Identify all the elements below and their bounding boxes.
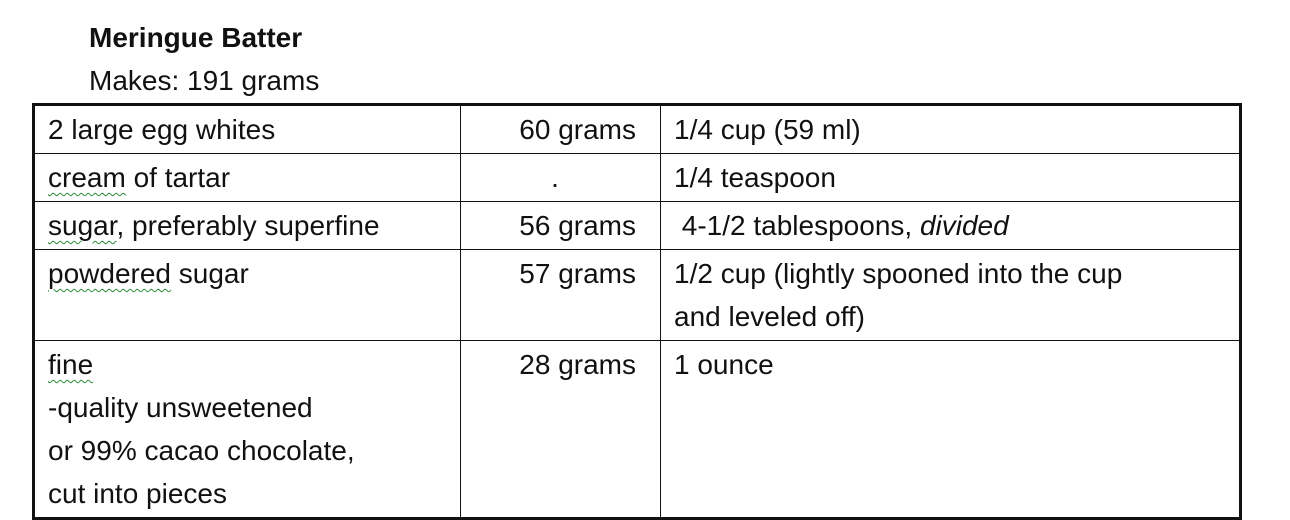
ingredient-row-powdered-sugar bbox=[34, 250, 1241, 341]
ingredient-row-chocolate bbox=[34, 341, 1241, 519]
ingredient-row-egg-whites bbox=[34, 105, 1241, 154]
ingredient-weight: 28 grams bbox=[461, 341, 661, 519]
ingredient-volume bbox=[661, 250, 1241, 341]
ingredient-name-text: of tartar bbox=[125, 162, 231, 193]
spellcheck-underlined-word: sugar bbox=[48, 210, 117, 241]
ingredient-name bbox=[34, 250, 461, 341]
ingredient-name-line: cut into pieces bbox=[48, 478, 227, 509]
ingredient-volume-line: 1/2 cup (lightly spooned into the cup bbox=[674, 258, 1123, 289]
ingredient-name-text: sugar bbox=[170, 258, 249, 289]
ingredient-weight: 56 grams bbox=[461, 202, 661, 250]
ingredient-volume: 1/4 cup (59 ml) bbox=[661, 105, 1241, 154]
ingredient-name-text: -quality unsweetened bbox=[48, 392, 313, 423]
ingredient-weight: . bbox=[461, 154, 661, 202]
ingredient-name bbox=[34, 341, 461, 519]
ingredient-volume: 1/4 teaspoon bbox=[661, 154, 1241, 202]
ingredient-weight: 57 grams bbox=[461, 250, 661, 341]
recipe-yield: Makes: 191 grams bbox=[89, 65, 320, 96]
ingredient-name-line: or 99% cacao chocolate, bbox=[48, 435, 355, 466]
ingredient-name bbox=[34, 154, 461, 202]
ingredient-volume bbox=[661, 202, 1241, 250]
recipe-title: Meringue Batter bbox=[89, 22, 303, 53]
ingredient-weight: 60 grams bbox=[461, 105, 661, 154]
ingredient-name-line bbox=[48, 343, 448, 429]
ingredient-row-cream-of-tartar bbox=[34, 154, 1241, 202]
ingredient-name: 2 large egg whites bbox=[34, 105, 461, 154]
ingredient-name bbox=[34, 202, 461, 250]
spellcheck-underlined-word: fine bbox=[48, 349, 94, 380]
ingredient-row-sugar bbox=[34, 202, 1241, 250]
ingredient-volume-text: 4-1/2 tablespoons, bbox=[674, 210, 920, 241]
spellcheck-underlined-word: cream bbox=[48, 162, 126, 193]
ingredient-volume-emphasis: divided bbox=[919, 210, 1009, 241]
ingredient-volume-line: and leveled off) bbox=[674, 301, 865, 332]
spellcheck-underlined-word: powdered bbox=[48, 258, 171, 289]
ingredient-name-text: , preferably superfine bbox=[116, 210, 380, 241]
ingredient-volume: 1 ounce bbox=[661, 341, 1241, 519]
ingredients-table bbox=[32, 103, 1242, 520]
